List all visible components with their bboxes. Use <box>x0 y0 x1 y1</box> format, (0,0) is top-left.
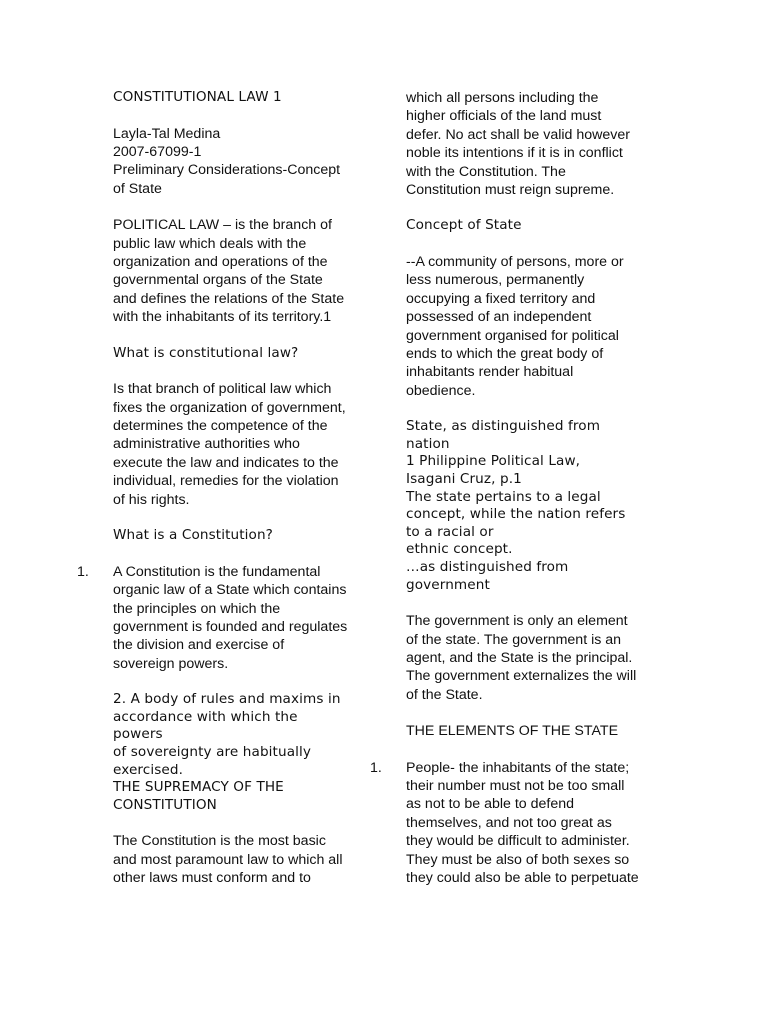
list-line: they would be difficult to administer. <box>406 833 630 850</box>
body-line: nation <box>406 435 450 452</box>
body-line: The Constitution is the most basic <box>113 833 326 850</box>
list-line: government is founded and regulates <box>113 618 348 635</box>
body-line: and most paramount law to which all <box>113 851 343 868</box>
body-line: to a racial or <box>406 523 494 540</box>
body-line: with the Constitution. The <box>406 163 566 180</box>
body-line: inhabitants render habitual <box>406 364 574 381</box>
list-line: powers <box>113 726 163 743</box>
body-line: --A community of persons, more or <box>406 254 624 271</box>
list-line: accordance with which the <box>113 708 298 725</box>
list-line: sovereign powers. <box>113 655 229 672</box>
body-line: concept, while the nation refers <box>406 506 626 523</box>
answer-line: of his rights. <box>113 491 190 508</box>
section-heading: CONSTITUTION <box>113 796 217 813</box>
body-line: …as distinguished from <box>406 559 569 576</box>
political-law-line: and defines the relations of the State <box>113 290 345 307</box>
political-law-line: POLITICAL LAW – is the branch of <box>113 217 332 234</box>
body-line: less numerous, permanently <box>406 272 585 289</box>
answer-line: administrative authorities who <box>113 436 300 453</box>
body-line: government organised for political <box>406 327 619 344</box>
list-line: A Constitution is the fundamental <box>113 563 321 580</box>
question-heading: What is a Constitution? <box>113 527 273 544</box>
student-id: 2007-67099-1 <box>113 144 202 160</box>
document-title: CONSTITUTIONAL LAW 1 <box>113 89 282 105</box>
list-item <box>77 563 368 673</box>
body-line: The state pertains to a legal <box>406 488 601 505</box>
answer-line: fixes the organization of government, <box>113 399 346 416</box>
section-heading: THE SUPREMACY OF THE <box>113 779 284 796</box>
body-line: agent, and the State is the principal. <box>406 650 633 667</box>
body-line: higher officials of the land must <box>406 108 602 125</box>
body-line: The government is only an element <box>406 613 628 630</box>
list-line: themselves, and not too great as <box>406 814 612 831</box>
body-line: Constitution must reign supreme. <box>406 182 615 199</box>
list-line: they could also be able to perpetuate <box>406 870 639 887</box>
body-line: defer. No act shall be valid however <box>406 126 630 143</box>
list-line: People- the inhabitants of the state; <box>406 759 630 776</box>
answer-line: determines the competence of the <box>113 418 328 435</box>
body-line: obedience. <box>406 382 476 399</box>
list-number: 1. <box>370 759 382 776</box>
answer-line: Is that branch of political law which <box>113 381 332 398</box>
body-line: State, as distinguished from <box>406 418 601 435</box>
list-line: their number must not be too small <box>406 778 625 795</box>
body-line: government <box>406 576 490 593</box>
body-line: noble its intentions if it is in conflict <box>406 145 623 162</box>
body-line: which all persons including the <box>406 90 599 106</box>
section-heading: THE ELEMENTS OF THE STATE <box>406 723 619 740</box>
list-line: of sovereignty are habitually <box>113 743 312 760</box>
body-line: ends to which the great body of <box>406 346 604 363</box>
body-line: The government externalizes the will <box>406 668 637 685</box>
body-line: occupying a fixed territory and <box>406 290 596 307</box>
body-line: possessed of an independent <box>406 309 592 326</box>
question-heading: What is constitutional law? <box>113 344 299 361</box>
political-law-line: with the inhabitants of its territory.1 <box>113 309 332 326</box>
list-line: exercised. <box>113 761 184 778</box>
section-heading: Concept of State <box>406 217 522 234</box>
list-line: as not to be able to defend <box>406 796 575 813</box>
list-number: 1. <box>77 563 89 580</box>
subtitle-line: of State <box>113 180 162 197</box>
footnote-line: 1 Philippine Political Law, <box>406 453 581 470</box>
political-law-line: public law which deals with the <box>113 235 307 252</box>
body-line: of the state. The government is an <box>406 631 622 648</box>
list-line: They must be also of both sexes so <box>406 851 630 868</box>
list-item <box>370 759 661 888</box>
author-name: Layla-Tal Medina <box>113 125 221 142</box>
list-line: 2. A body of rules and maxims in <box>113 691 341 708</box>
list-line: organic law of a State which contains <box>113 582 347 599</box>
political-law-line: governmental organs of the State <box>113 272 323 289</box>
body-line: ethnic concept. <box>406 541 513 558</box>
left-column <box>77 89 368 888</box>
subtitle-line: Preliminary Considerations-Concept <box>113 162 341 179</box>
right-column <box>370 89 661 888</box>
list-line: the division and exercise of <box>113 637 285 654</box>
body-line: other laws must conform and to <box>113 870 311 887</box>
body-line: of the State. <box>406 686 483 703</box>
answer-line: execute the law and indicates to the <box>113 454 339 471</box>
footnote-line: Isagani Cruz, p.1 <box>406 471 522 488</box>
answer-line: individual, remedies for the violation <box>113 473 339 490</box>
list-line: the principles on which the <box>113 600 281 617</box>
political-law-line: organization and operations of the <box>113 254 328 271</box>
